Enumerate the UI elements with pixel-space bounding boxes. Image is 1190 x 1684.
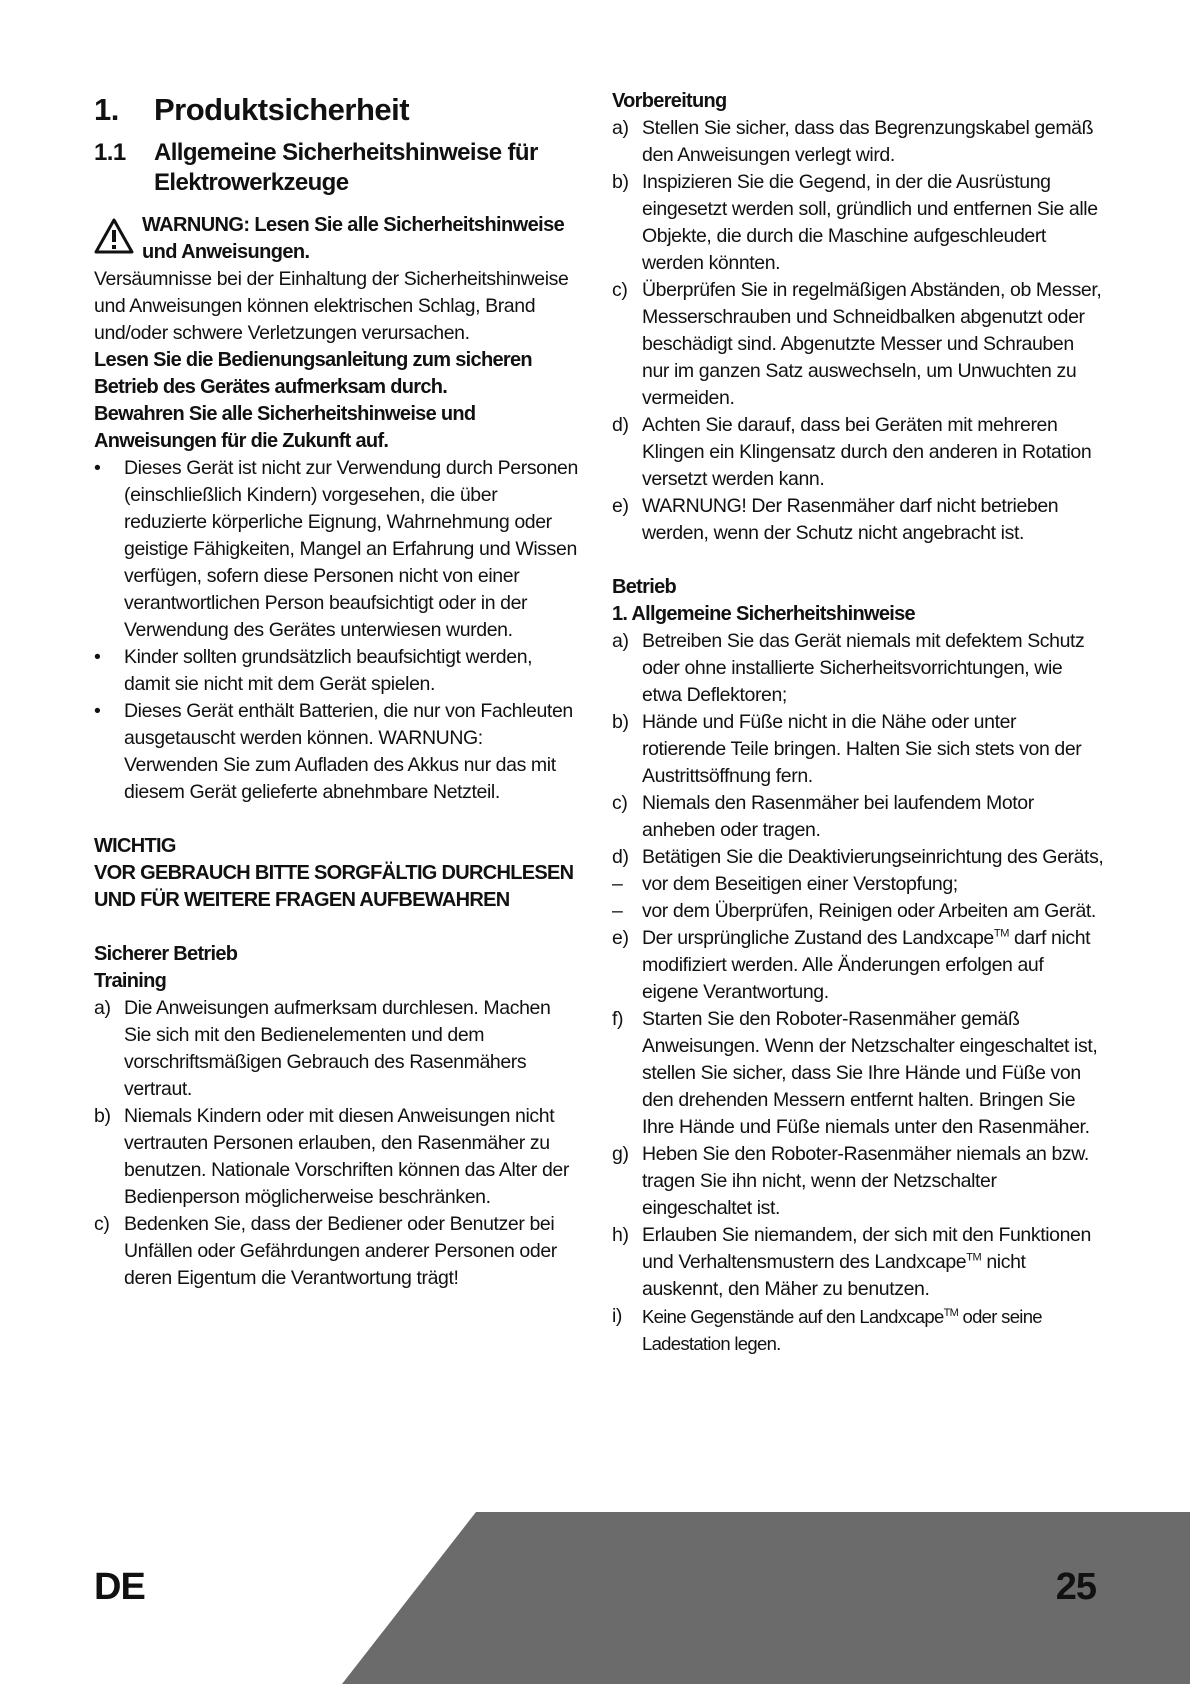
footer-band [0, 1512, 1190, 1684]
list-item: i) Keine Gegenstände auf den Landxcape™ oder seine Ladestation legen. [612, 1305, 1042, 1354]
warning-bold-1: Lesen Sie die Bedienungsanleitung zum sicheren Betrieb des Gerätes aufmerksam durch. [94, 349, 532, 398]
list-item: • Dieses Gerät enthält Batterien, die nur von Fachleuten ausgetauscht werden können. WARNUNG: Verwenden Sie zum Aufladen des Akkus nur das mit diesem Gerät gelieferte abnehmbare Netzteil. [94, 700, 573, 803]
warning-triangle-icon [94, 218, 134, 254]
list-item: c) Überprüfen Sie in regelmäßigen Abständen, ob Messer, Messerschrauben und Schneidbalken abgenutzt oder beschädigt sind. Abgenutzte Messer und Schrauben nur im ganzen Satz auswechseln, um Unwuchten zu vermeiden. [612, 279, 1102, 409]
bullet-list [94, 455, 580, 806]
page-number: 25 [1055, 1566, 1096, 1608]
section-number: 1. [94, 92, 119, 127]
important-text: VOR GEBRAUCH BITTE SORGFÄLTIG DURCHLESEN UND FÜR WEITERE FRAGEN AUFBEWAHREN [94, 862, 574, 911]
language-label: DE [94, 1566, 145, 1608]
right-column [612, 88, 1104, 1357]
section-heading [94, 92, 580, 128]
preparation-list [612, 115, 1104, 547]
list-item: h) Erlauben Sie niemandem, der sich mit den Funktionen und Verhaltensmustern des Landxcape™ nicht auskennt, den Mäher zu benutzen. [612, 1224, 1091, 1300]
list-item: e) Der ursprüngliche Zustand des Landxcape™ darf nicht modifiziert werden. Alle Änderungen erfolgen auf eigene Verantwortung. [612, 927, 1091, 1003]
operation-title: Betrieb [612, 576, 677, 598]
list-item: – vor dem Überprüfen, Reinigen oder Arbeiten am Gerät. [612, 900, 1096, 922]
left-column [94, 88, 580, 1292]
list-item: – vor dem Beseitigen einer Verstopfung; [612, 873, 958, 895]
warning-bold-2: Bewahren Sie alle Sicherheitshinweise und Anweisungen für die Zukunft auf. [94, 403, 476, 452]
list-item: a) Betreiben Sie das Gerät niemals mit defektem Schutz oder ohne installierte Sicherheitsvorrichtungen, wie etwa Deflektoren; [612, 630, 1085, 706]
safe-operation-title: Sicherer Betrieb [94, 943, 238, 965]
operation-subtitle: 1. Allgemeine Sicherheitshinweise [612, 603, 915, 625]
list-item: f) Starten Sie den Roboter-Rasenmäher gemäß Anweisungen. Wenn der Netzschalter eingeschaltet ist, stellen Sie sicher, dass Sie Ihre Hände und Füße von den drehenden Messern entfernt halten. Bringen Sie Ihre Hände und Füße niemals unter den Rasenmäher. [612, 1008, 1098, 1138]
subsection-number: 1.1 [94, 139, 126, 166]
list-item: a) Stellen Sie sicher, dass das Begrenzungskabel gemäß den Anweisungen verlegt wird. [612, 117, 1094, 166]
list-item: c) Bedenken Sie, dass der Bediener oder Benutzer bei Unfällen oder Gefährdungen anderer Personen oder deren Eigentum die Verantwortung trägt! [94, 1213, 557, 1289]
warning-block [94, 212, 580, 266]
warning-heading: WARNUNG: Lesen Sie alle Sicherheitshinweise und Anweisungen. [142, 214, 565, 263]
list-item: b) Inspizieren Sie die Gegend, in der die Ausrüstung eingesetzt werden soll, gründlich und entfernen Sie alle Objekte, die durch die Maschine aufgeschleudert werden könnten. [612, 171, 1098, 274]
subsection-title: Allgemeine Sicherheitshinweise für Elektrowerkzeuge [154, 139, 538, 196]
operation-list [612, 628, 1104, 1357]
list-item: b) Hände und Füße nicht in die Nähe oder unter rotierende Teile bringen. Halten Sie sich stets von der Austrittsöffnung fern. [612, 711, 1082, 787]
list-item: d) Achten Sie darauf, dass bei Geräten mit mehreren Klingen ein Klingensatz durch den anderen in Rotation versetzt werden kann. [612, 414, 1092, 490]
list-item: • Kinder sollten grundsätzlich beaufsichtigt werden, damit sie nicht mit dem Gerät spielen. [94, 646, 533, 695]
list-item: c) Niemals den Rasenmäher bei laufendem Motor anheben oder tragen. [612, 792, 1034, 841]
list-item: • Dieses Gerät ist nicht zur Verwendung durch Personen (einschließlich Kindern) vorgesehen, die über reduzierte körperliche Eignung, Wahrnehmung oder geistige Fähigkeiten, Mangel an Erfahrung und Wissen verfügen, sofern diese Personen nicht von einer verantwortlichen Person beaufsichtigt oder in der Verwendung des Gerätes unterwiesen wurden. [94, 457, 578, 641]
warning-body: Versäumnisse bei der Einhaltung der Sicherheitshinweise und Anweisungen können elektrischen Schlag, Brand und/oder schwere Verletzungen verursachen. [94, 268, 569, 344]
training-title: Training [94, 970, 167, 992]
subsection-heading [94, 138, 580, 198]
training-list [94, 995, 580, 1292]
list-item: a) Die Anweisungen aufmerksam durchlesen. Machen Sie sich mit den Bedienelementen und dem vorschriftsmäßigen Gebrauch des Rasenmähers vertraut. [94, 997, 551, 1100]
list-item: b) Niemals Kindern oder mit diesen Anweisungen nicht vertrauten Personen erlauben, den Rasenmäher zu benutzen. Nationale Vorschriften können das Alter der Bedienperson möglicherweise beschränken. [94, 1105, 569, 1208]
list-item: g) Heben Sie den Roboter-Rasenmäher niemals an bzw. tragen Sie ihn nicht, wenn der Netzschalter eingeschaltet ist. [612, 1143, 1089, 1219]
important-title: WICHTIG [94, 835, 176, 857]
list-item: d) Betätigen Sie die Deaktivierungseinrichtung des Geräts, [612, 846, 1104, 868]
preparation-title: Vorbereitung [612, 90, 727, 112]
section-title: Produktsicherheit [154, 92, 410, 127]
list-item: e) WARNUNG! Der Rasenmäher darf nicht betrieben werden, wenn der Schutz nicht angebracht ist. [612, 495, 1059, 544]
